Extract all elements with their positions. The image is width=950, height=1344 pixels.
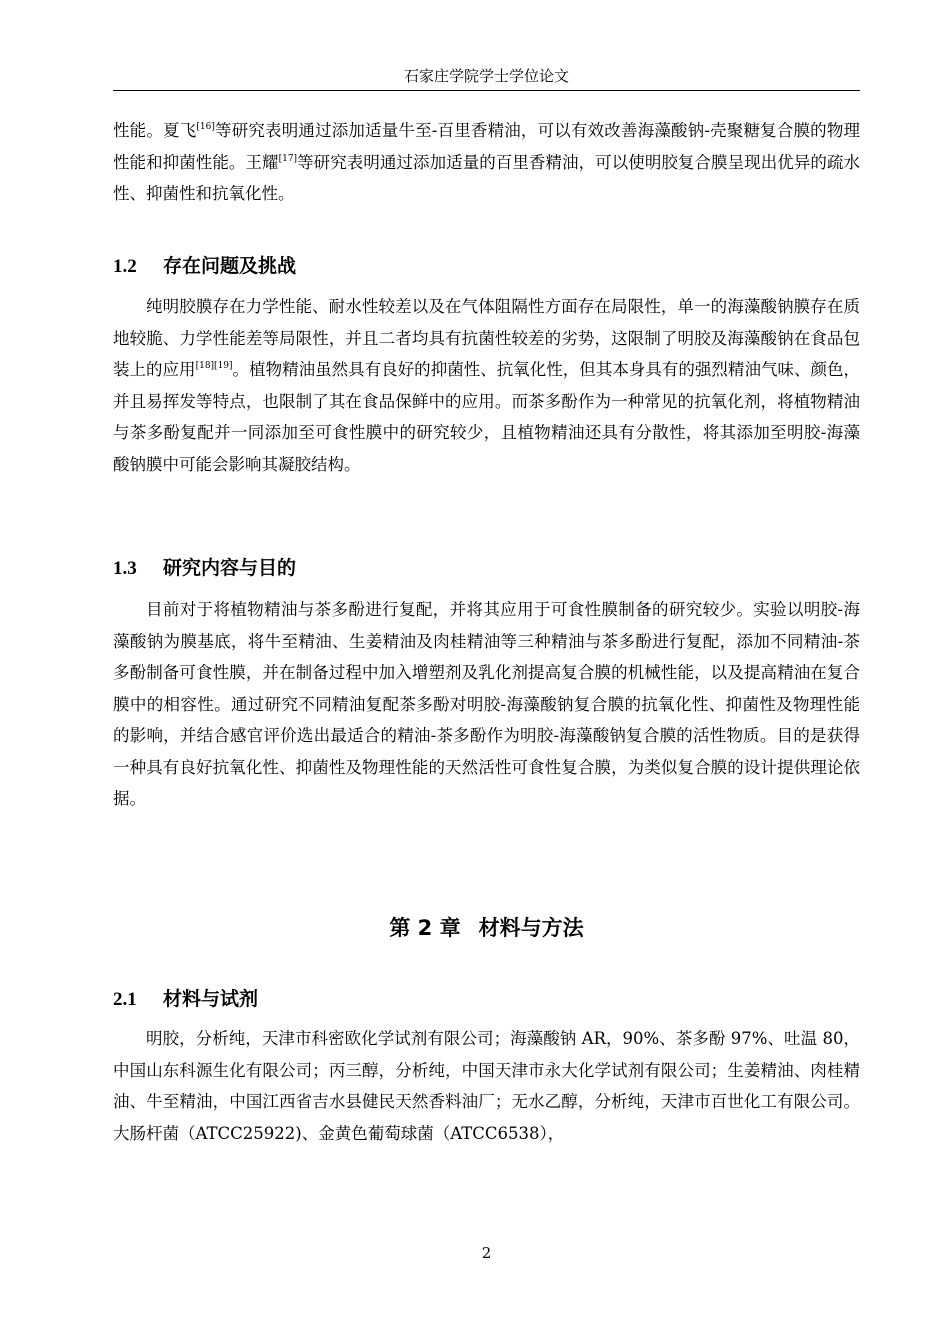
section-heading-1-3 [113,554,296,583]
intro-paragraph [113,115,860,210]
chapter-heading [113,913,860,943]
citation-18-19: [18][19] [195,361,233,371]
section-number: 2.1 [113,989,137,1010]
citation-17: [17] [278,153,298,164]
header-title: 石家庄学院学士学位论文 [403,67,569,85]
chapter-number: 第 2 章 [389,916,461,940]
intro-text-c: 等研究表明通过添加适量的百里香精油，可以使明胶复合膜呈现出优异的疏水性、抑菌性和抗氧化性。 [113,152,861,203]
section-heading-2-1 [113,985,258,1014]
section-1-2-paragraph [113,291,860,480]
intro-text-b: 等研究表明通过添加适量牛至-百里香精油，可以有效改善海藻酸钠-壳聚糖复合膜的物理性能和抑菌性能。王耀 [113,121,860,172]
section-number: 1.2 [113,256,137,277]
citation-16: [16] [196,122,215,132]
chapter-title: 材料与方法 [478,916,584,940]
section-title: 存在问题及挑战 [163,255,297,277]
section-title: 研究内容与目的 [163,557,297,579]
section-1-3-paragraph: 目前对于将植物精油与茶多酚进行复配，并将其应用于可食性膜制备的研究较少。实验以明胶-海藻酸钠为膜基底，将牛至精油、生姜精油及肉桂精油等三种精油与茶多酚进行复配，添加不同精油-茶多酚制备可食性膜，并在制备过程中加入增塑剂及乳化剂提高复合膜的机械性能，以及提高精油在复合膜中的相容性。通过研究不同精油复配茶多酚对明胶-海藻酸钠复合膜的抗氧化性、抑菌性及物理性能的影响，并结合感官评价选出最适合的精油-茶多酚作为明胶-海藻酸钠复合膜的活性物质。目的是获得一种具有良好抗氧化性、抑菌性及物理性能的天然活性可食性复合膜，为类似复合膜的设计提供理论依据。 [113,600,860,808]
section-1-2-text-a: 纯明胶膜存在力学性能、耐水性较差以及在气体阻隔性方面存在局限性，单一的海藻酸钠膜存在质地较脆、力学性能差等局限性，并且二者均具有抗菌性较差的劣势，这限制了明胶及海藻酸钠在食品包装上的应用 [113,297,860,379]
page-number: 2 [481,1244,492,1262]
section-title: 材料与试剂 [163,988,259,1010]
page-header [113,62,860,91]
intro-text-a: 性能。夏飞 [113,121,197,140]
section-2-1-paragraph: 明胶，分析纯，天津市科密欧化学试剂有限公司；海藻酸钠 AR，90%、茶多酚 97%、吐温 80，中国山东科源生化有限公司；丙三醇，分析纯，中国天津市永大化学试剂有限公司；生姜精油、肉桂精油、牛至精油，中国江西省吉水县健民天然香料油厂；无水乙醇，分析纯，天津市百世化工有限公司。大肠杆菌（ATCC25922)、金黄色葡萄球菌（ATCC6538）， [113,1029,860,1143]
section-1-2-text-b: 。植物精油虽然具有良好的抑菌性、抗氧化性，但其本身具有的强烈精油气味、颜色，并且易挥发等特点，也限制了其在食品保鲜中的应用。而茶多酚作为一种常见的抗氧化剂，将植物精油与茶多酚复配并一同添加至可食性膜中的研究较少，且植物精油还具有分散性，将其添加至明胶-海藻酸钠膜中可能会影响其凝胶结构。 [113,360,861,474]
page-footer [113,1244,860,1262]
section-heading-1-2 [113,252,296,281]
section-number: 1.3 [113,558,137,579]
